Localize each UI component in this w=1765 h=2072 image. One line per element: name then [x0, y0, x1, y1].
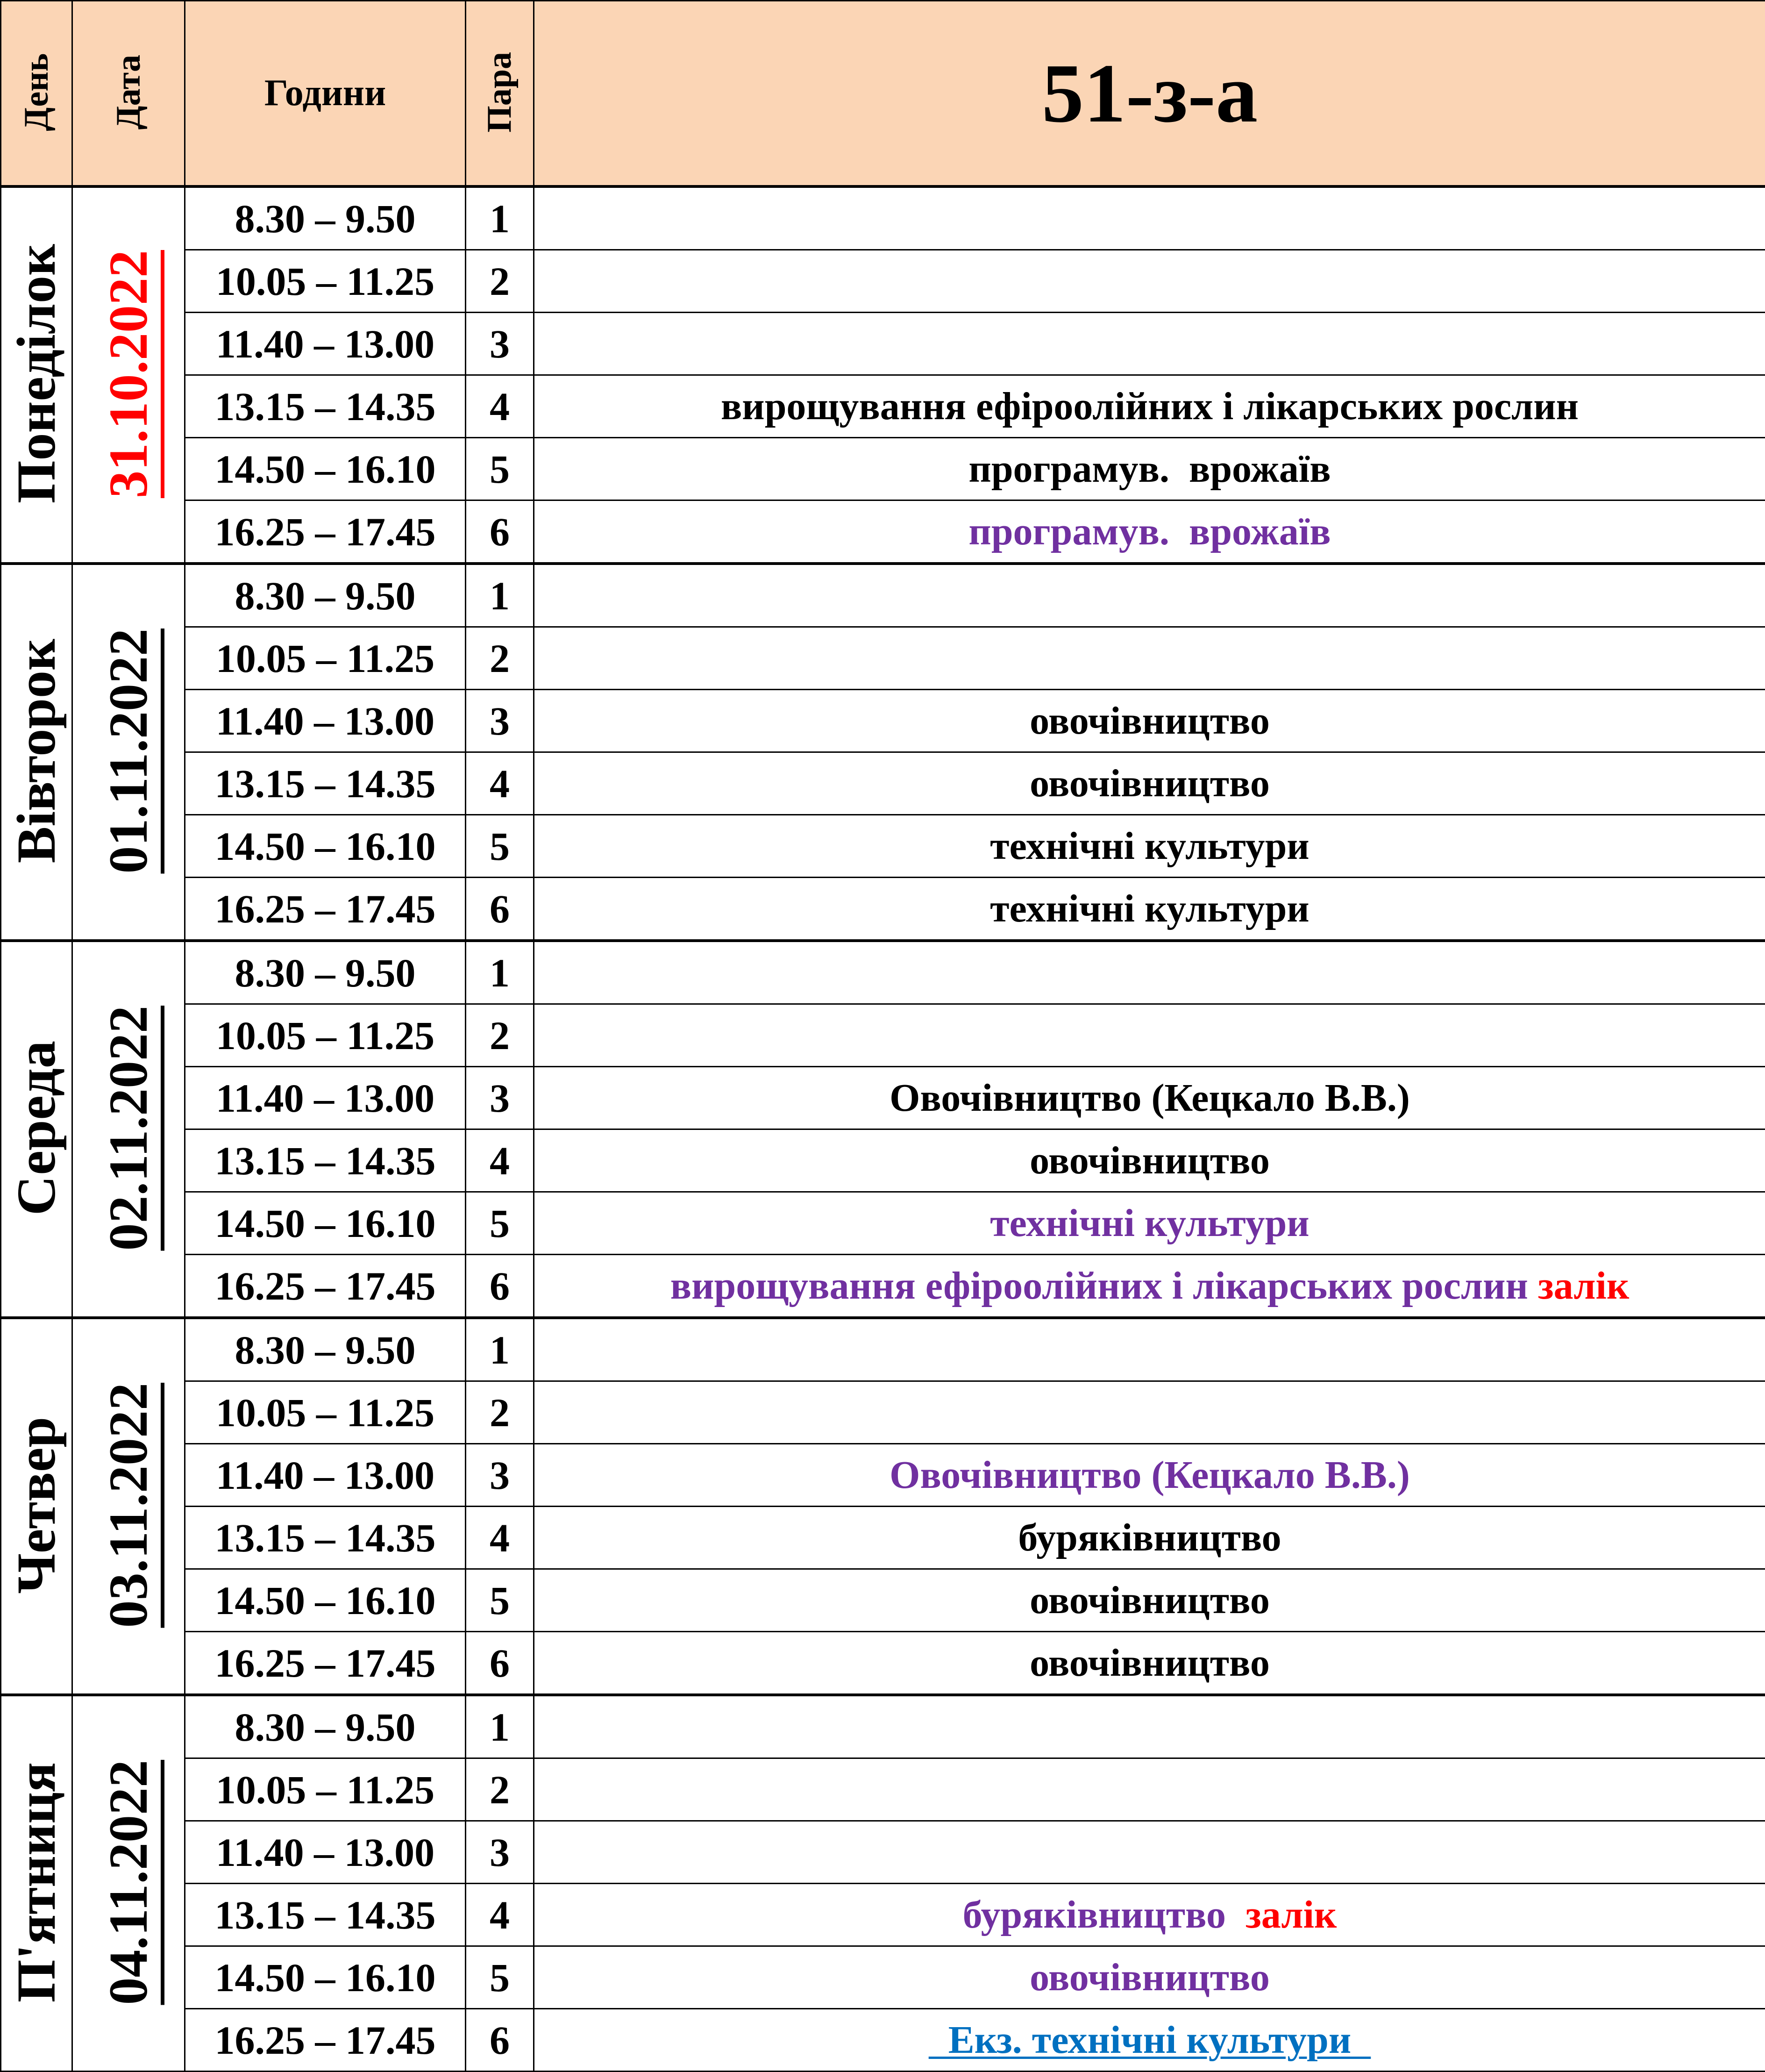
subject-cell	[534, 1129, 1765, 1192]
hours-cell: 8.30 – 9.50	[185, 1695, 466, 1758]
subject-cell	[534, 1004, 1765, 1067]
day-name-cell	[1, 1318, 72, 1695]
subject-text: овочівництво	[1030, 1579, 1270, 1622]
hours-cell: 14.50 – 16.10	[185, 815, 466, 878]
schedule-row	[1, 500, 1765, 564]
pair-number-cell: 6	[466, 1255, 534, 1318]
day-name: Четвер	[5, 1417, 68, 1594]
subject-text: вирощування ефіроолійних і лікарських рослин	[670, 1264, 1538, 1308]
subject-text: буряківництво	[963, 1893, 1245, 1936]
day-date-cell	[72, 186, 185, 564]
schedule-row	[1, 1884, 1765, 1946]
hours-cell: 10.05 – 11.25	[185, 250, 466, 313]
subject-cell	[534, 1444, 1765, 1507]
subject-cell	[534, 2009, 1765, 2072]
hours-cell: 13.15 – 14.35	[185, 752, 466, 815]
header-day-cell	[1, 1, 72, 187]
header-pair-cell	[466, 1, 534, 187]
schedule-row	[1, 1067, 1765, 1129]
pair-number-cell: 1	[466, 941, 534, 1004]
subject-cell	[534, 564, 1765, 627]
hours-cell: 13.15 – 14.35	[185, 1507, 466, 1569]
subject-text: овочівництво	[1030, 699, 1270, 743]
pair-number-cell: 2	[466, 250, 534, 313]
schedule-row	[1, 438, 1765, 500]
subject-text: залік	[1245, 1893, 1337, 1936]
hours-cell: 16.25 – 17.45	[185, 500, 466, 564]
schedule-row	[1, 1444, 1765, 1507]
schedule-row	[1, 564, 1765, 627]
hours-cell: 10.05 – 11.25	[185, 627, 466, 690]
day-date: 02.11.2022	[97, 1006, 160, 1251]
subject-text: овочівництво	[1030, 1641, 1270, 1685]
subject-cell	[534, 1632, 1765, 1695]
day-date: 31.10.2022	[97, 250, 160, 498]
schedule-row	[1, 1318, 1765, 1381]
schedule-row	[1, 1255, 1765, 1318]
subject-cell	[534, 941, 1765, 1004]
pair-number-cell: 4	[466, 1884, 534, 1946]
subject-cell	[534, 1381, 1765, 1444]
schedule-row	[1, 1129, 1765, 1192]
subject-text: залік	[1538, 1264, 1629, 1308]
pair-number-cell: 2	[466, 1758, 534, 1821]
hours-cell: 13.15 – 14.35	[185, 1129, 466, 1192]
header-group-cell	[534, 1, 1765, 187]
schedule-row	[1, 878, 1765, 941]
subject-text: технічні культури	[990, 887, 1309, 930]
pair-number-cell: 6	[466, 1632, 534, 1695]
header-date-cell	[72, 1, 185, 187]
pair-number-cell: 5	[466, 438, 534, 500]
pair-number-cell: 5	[466, 1569, 534, 1632]
subject-cell	[534, 1695, 1765, 1758]
subject-text: буряківництво	[1018, 1516, 1281, 1559]
header-hours-cell	[185, 1, 466, 187]
subject-cell	[534, 627, 1765, 690]
pair-number-cell: 1	[466, 1695, 534, 1758]
pair-number-cell: 1	[466, 564, 534, 627]
schedule-row	[1, 1758, 1765, 1821]
subject-cell	[534, 1946, 1765, 2009]
schedule-row	[1, 1004, 1765, 1067]
hours-cell: 10.05 – 11.25	[185, 1004, 466, 1067]
hours-cell: 8.30 – 9.50	[185, 941, 466, 1004]
subject-text: овочівництво	[1030, 1956, 1270, 1999]
hours-cell: 11.40 – 13.00	[185, 690, 466, 752]
day-name-cell	[1, 186, 72, 564]
pair-number-cell: 5	[466, 815, 534, 878]
schedule-row	[1, 1632, 1765, 1695]
hours-cell: 8.30 – 9.50	[185, 564, 466, 627]
day-name: Середа	[5, 1041, 68, 1215]
pair-number-cell: 4	[466, 752, 534, 815]
day-date: 03.11.2022	[97, 1383, 160, 1628]
hours-cell: 11.40 – 13.00	[185, 1821, 466, 1884]
subject-text: Екз. технічні культури	[929, 2018, 1371, 2062]
schedule-row	[1, 941, 1765, 1004]
subject-cell	[534, 500, 1765, 564]
hours-cell: 16.25 – 17.45	[185, 1632, 466, 1695]
day-name: Вівторок	[5, 639, 68, 863]
pair-number-cell: 6	[466, 500, 534, 564]
subject-text: Овочівництво (Кецкало В.В.)	[890, 1076, 1410, 1120]
schedule-row	[1, 375, 1765, 438]
pair-number-cell: 6	[466, 2009, 534, 2072]
hours-cell: 13.15 – 14.35	[185, 375, 466, 438]
schedule-body	[1, 1, 1765, 2072]
schedule-row	[1, 2009, 1765, 2072]
day-date: 04.11.2022	[97, 1760, 160, 2005]
schedule-row	[1, 1695, 1765, 1758]
day-date-cell	[72, 1695, 185, 2072]
subject-cell	[534, 1318, 1765, 1381]
pair-number-cell: 2	[466, 1381, 534, 1444]
hours-cell: 11.40 – 13.00	[185, 1444, 466, 1507]
subject-cell	[534, 313, 1765, 375]
pair-number-cell: 6	[466, 878, 534, 941]
subject-cell	[534, 186, 1765, 250]
subject-text: овочівництво	[1030, 1139, 1270, 1182]
pair-number-cell: 4	[466, 1507, 534, 1569]
schedule-row	[1, 1821, 1765, 1884]
pair-number-cell: 3	[466, 690, 534, 752]
pair-number-cell: 2	[466, 627, 534, 690]
pair-number-cell: 1	[466, 1318, 534, 1381]
subject-cell	[534, 690, 1765, 752]
subject-text: технічні культури	[990, 824, 1309, 868]
subject-cell	[534, 1569, 1765, 1632]
pair-number-cell: 1	[466, 186, 534, 250]
subject-cell	[534, 878, 1765, 941]
schedule-row	[1, 250, 1765, 313]
subject-cell	[534, 1821, 1765, 1884]
day-date-cell	[72, 1318, 185, 1695]
day-date-cell	[72, 941, 185, 1318]
pair-number-cell: 5	[466, 1946, 534, 2009]
schedule-row	[1, 690, 1765, 752]
hours-cell: 13.15 – 14.35	[185, 1884, 466, 1946]
subject-cell	[534, 250, 1765, 313]
day-date-cell	[72, 564, 185, 941]
hours-cell: 16.25 – 17.45	[185, 1255, 466, 1318]
day-name: Понеділок	[5, 244, 68, 503]
hours-cell: 14.50 – 16.10	[185, 438, 466, 500]
header-date-label: Дата	[109, 55, 149, 129]
subject-cell	[534, 1067, 1765, 1129]
pair-number-cell: 3	[466, 1444, 534, 1507]
subject-text: програмув. врожаїв	[968, 510, 1331, 553]
schedule-row	[1, 1507, 1765, 1569]
schedule-row	[1, 752, 1765, 815]
hours-cell: 11.40 – 13.00	[185, 1067, 466, 1129]
subject-cell	[534, 438, 1765, 500]
pair-number-cell: 2	[466, 1004, 534, 1067]
day-name-cell	[1, 941, 72, 1318]
hours-cell: 10.05 – 11.25	[185, 1758, 466, 1821]
hours-cell: 8.30 – 9.50	[185, 1318, 466, 1381]
pair-number-cell: 3	[466, 1067, 534, 1129]
subject-text: Овочівництво (Кецкало В.В.)	[890, 1453, 1410, 1497]
schedule-row	[1, 186, 1765, 250]
subject-text: програмув. врожаїв	[968, 447, 1331, 491]
pair-number-cell: 4	[466, 1129, 534, 1192]
pair-number-cell: 4	[466, 375, 534, 438]
subject-cell	[534, 375, 1765, 438]
header-row	[1, 1, 1765, 187]
group-title: 51-з-а	[1042, 47, 1258, 140]
hours-cell: 14.50 – 16.10	[185, 1192, 466, 1255]
hours-cell: 16.25 – 17.45	[185, 2009, 466, 2072]
subject-cell	[534, 752, 1765, 815]
pair-number-cell: 3	[466, 1821, 534, 1884]
schedule-row	[1, 1946, 1765, 2009]
subject-cell	[534, 1758, 1765, 1821]
schedule-row	[1, 1381, 1765, 1444]
day-name-cell	[1, 564, 72, 941]
hours-cell: 16.25 – 17.45	[185, 878, 466, 941]
subject-text: овочівництво	[1030, 762, 1270, 805]
subject-cell	[534, 1192, 1765, 1255]
pair-number-cell: 5	[466, 1192, 534, 1255]
header-hours-label: Години	[264, 72, 386, 114]
subject-cell	[534, 1507, 1765, 1569]
header-pair-label: Пара	[480, 52, 520, 133]
schedule-row	[1, 627, 1765, 690]
hours-cell: 14.50 – 16.10	[185, 1946, 466, 2009]
schedule-row	[1, 313, 1765, 375]
day-date: 01.11.2022	[97, 629, 160, 874]
hours-cell: 14.50 – 16.10	[185, 1569, 466, 1632]
subject-text: технічні культури	[990, 1201, 1309, 1245]
day-name-cell	[1, 1695, 72, 2072]
day-name: П'ятниця	[5, 1762, 68, 2002]
hours-cell: 8.30 – 9.50	[185, 186, 466, 250]
pair-number-cell: 3	[466, 313, 534, 375]
subject-cell	[534, 1255, 1765, 1318]
header-day-label: День	[17, 53, 57, 131]
subject-text: вирощування ефіроолійних і лікарських рослин	[721, 385, 1579, 428]
subject-cell	[534, 1884, 1765, 1946]
schedule-row	[1, 1569, 1765, 1632]
schedule-row	[1, 815, 1765, 878]
hours-cell: 10.05 – 11.25	[185, 1381, 466, 1444]
hours-cell: 11.40 – 13.00	[185, 313, 466, 375]
subject-cell	[534, 815, 1765, 878]
schedule-row	[1, 1192, 1765, 1255]
